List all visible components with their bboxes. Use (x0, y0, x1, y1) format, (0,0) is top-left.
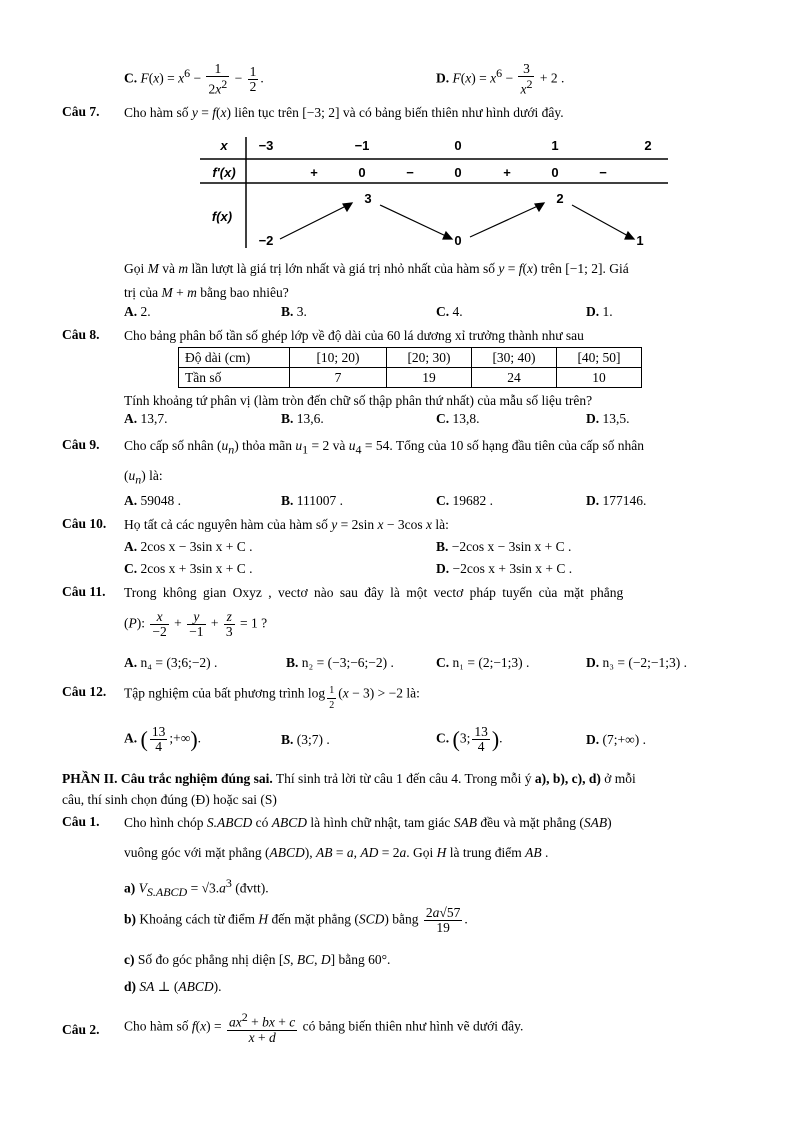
q9-text-2: $(u_n)$ là: (124, 468, 163, 487)
q7-text: Cho hàm số y = f(x) liên tục trên [−3; 2] và có bảng biến thiên như hình dưới đây. (124, 105, 564, 120)
p2q1-text-2: vuông góc với mặt phẳng (ABCD), AB = a, AD = 2a. Gọi H là trung điểm AB . (124, 845, 549, 860)
p2q1-statement-d[interactable]: d) SA ⊥ (ABCD). (124, 979, 222, 994)
q7-line2: trị của M + m bằng bao nhiêu? (124, 285, 289, 300)
vt-f-label: f(x) (211, 209, 233, 224)
part2-heading: PHẦN II. Câu trắc nghiệm đúng sai. Thí sinh trả lời từ câu 1 đến câu 4. Trong mỗi ý a), b), c), d) ở mỗi (62, 771, 636, 786)
q12-option-d[interactable]: D. (7;+∞) . (586, 732, 646, 747)
q9-option-b[interactable]: B. 111007 . (281, 493, 344, 508)
q8-table-cell: 19 (387, 368, 472, 388)
q6-option-d: D. $F(x) = x^6$ − $\frac{3}{x^2}$ + 2 . (436, 61, 565, 97)
vt-sign-0: + (310, 165, 318, 180)
vt-f-2: 0 (454, 233, 462, 248)
p2q1-statement-c[interactable]: c) Số đo góc phẳng nhị diện [S, BC, D] bằng 60°. (124, 952, 391, 967)
q7-number: Câu 7. (62, 104, 100, 119)
p2q2-text: Cho hàm số f(x) = $\frac{ax^2 + bx + c}{x + d}$ có bảng biến thiên như hình vẽ dưới đây. (124, 1010, 524, 1045)
part2-instruction: câu, thí sinh chọn đúng (Đ) hoặc sai (S) (62, 792, 277, 807)
q8-frequency-table (178, 347, 642, 388)
q8-table-cell: [20; 30) (387, 348, 472, 368)
vt-x-2: 0 (454, 138, 462, 153)
vt-f-4: 1 (636, 233, 644, 248)
q8-question: Tính khoảng tứ phân vị (làm tròn đến chữ số thập phân thứ nhất) của mẫu số liệu trên? (124, 393, 593, 408)
q10-number: Câu 10. (62, 516, 107, 531)
vt-x-4: 2 (644, 138, 652, 153)
q7-option-c[interactable]: C. 4. (436, 304, 463, 319)
vt-sign-5: 0 (551, 165, 559, 180)
q10-option-a[interactable]: A. 2cos x − 3sin x + C . (124, 539, 253, 554)
q8-text: Cho bảng phân bố tần số ghép lớp về độ dài của 60 lá dương xỉ trưởng thành như sau (124, 328, 584, 343)
q7-variation-table (200, 133, 670, 253)
p2q1-statement-a[interactable]: a) $V_{S.ABCD} = √3.a^3$ (đvtt). (124, 876, 269, 900)
q11-option-b[interactable]: B. n₂ = (−3;−6;−2) . (286, 655, 394, 670)
vt-x-3: 1 (551, 138, 559, 153)
vt-f-3: 2 (556, 191, 564, 206)
q7-option-a[interactable]: A. 2. (124, 304, 151, 319)
p2q2-number: Câu 2. (62, 1022, 100, 1037)
q10-option-d[interactable]: D. −2cos x + 3sin x + C . (436, 561, 573, 576)
p2q1-statement-b[interactable]: b) Khoảng cách từ điểm H đến mặt phẳng (SCD) bằng $\frac{2a√57}{19}$ . (124, 905, 468, 935)
vt-sign-2: − (406, 165, 414, 180)
vt-sign-4: + (503, 165, 511, 180)
q8-table-cell: [40; 50] (557, 348, 642, 368)
q9-text: Cho cấp số nhân $(u_n)$ thỏa mãn $u_1 = 2$ và $u_4 = 54$. Tổng của 10 số hạng đầu tiên của cấp số nhân (124, 438, 645, 457)
vt-x-label: x (220, 138, 228, 153)
q11-number: Câu 11. (62, 584, 106, 599)
q7-option-d[interactable]: D. 1. (586, 304, 613, 319)
q11-text: Trong không gian Oxyz , vectơ nào sau đây là một vectơ pháp tuyến của mặt phẳng (124, 585, 624, 600)
q12-number: Câu 12. (62, 684, 107, 699)
q8-table-cell: [30; 40) (472, 348, 557, 368)
q9-option-d[interactable]: D. 177146. (586, 493, 647, 508)
q11-option-a[interactable]: A. n₄ = (3;6;−2) . (124, 655, 218, 670)
q12-option-a[interactable]: A. ( $\frac{13}{4}$ ;+∞). (124, 724, 202, 754)
q11-option-c[interactable]: C. n₁ = (2;−1;3) . (436, 655, 530, 670)
q8-option-d[interactable]: D. 13,5. (586, 411, 630, 426)
vt-f-0: −2 (258, 233, 274, 248)
q8-table-cell: 24 (472, 368, 557, 388)
q10-text: Họ tất cả các nguyên hàm của hàm số y = 2sin x − 3cos x là: (124, 517, 449, 532)
q8-number: Câu 8. (62, 327, 100, 342)
vt-sign-6: − (599, 165, 607, 180)
q11-option-d[interactable]: D. n₃ = (−2;−1;3) . (586, 655, 688, 670)
q8-table-header: Độ dài (cm) (179, 348, 290, 368)
q11-plane-equation: (P): $\frac{x}{-2}$ + $\frac{y}{-1}$ + $\frac{z}{3}$ = 1 ? (124, 609, 268, 639)
q8-option-a[interactable]: A. 13,7. (124, 411, 168, 426)
vt-x-0: −3 (258, 138, 274, 153)
q10-option-b[interactable]: B. −2cos x − 3sin x + C . (436, 539, 572, 554)
q7-line1: Gọi M và m lần lượt là giá trị lớn nhất và giá trị nhỏ nhất của hàm số y = f(x) trên [−1; 2]. Giá (124, 261, 629, 276)
vt-sign-1: 0 (358, 165, 366, 180)
q9-option-c[interactable]: C. 19682 . (436, 493, 493, 508)
q8-table-cell: 10 (557, 368, 642, 388)
vt-fprime-label: f'(x) (212, 165, 236, 180)
q7-option-b[interactable]: B. 3. (281, 304, 307, 319)
q8-option-b[interactable]: B. 13,6. (281, 411, 324, 426)
q8-table-cell: [10; 20) (290, 348, 387, 368)
q12-option-b[interactable]: B. (3;7) . (281, 732, 330, 747)
q12-option-c[interactable]: C. (3; $\frac{13}{4}$ ). (436, 724, 503, 754)
q9-number: Câu 9. (62, 437, 100, 452)
q8-table-header: Tần số (179, 368, 290, 388)
vt-sign-3: 0 (454, 165, 462, 180)
vt-f-1: 3 (364, 191, 372, 206)
q9-option-a[interactable]: A. 59048 . (124, 493, 181, 508)
p2q1-text: Cho hình chóp S.ABCD có ABCD là hình chữ nhật, tam giác SAB đều và mặt phẳng (SAB) (124, 815, 612, 830)
p2q1-number: Câu 1. (62, 814, 100, 829)
q10-option-c[interactable]: C. 2cos x + 3sin x + C . (124, 561, 253, 576)
q8-option-c[interactable]: C. 13,8. (436, 411, 480, 426)
q8-table-cell: 7 (290, 368, 387, 388)
vt-x-1: −1 (354, 138, 370, 153)
q12-text: Tập nghiệm của bất phương trình log $_{\frac{1}{2}}$ (x − 3) > −2 là: (124, 685, 420, 711)
q6-option-c: C. $F(x) = x^6$ − $\frac{1}{2x^2}$ − $\frac{1}{2}$ . (124, 61, 264, 97)
